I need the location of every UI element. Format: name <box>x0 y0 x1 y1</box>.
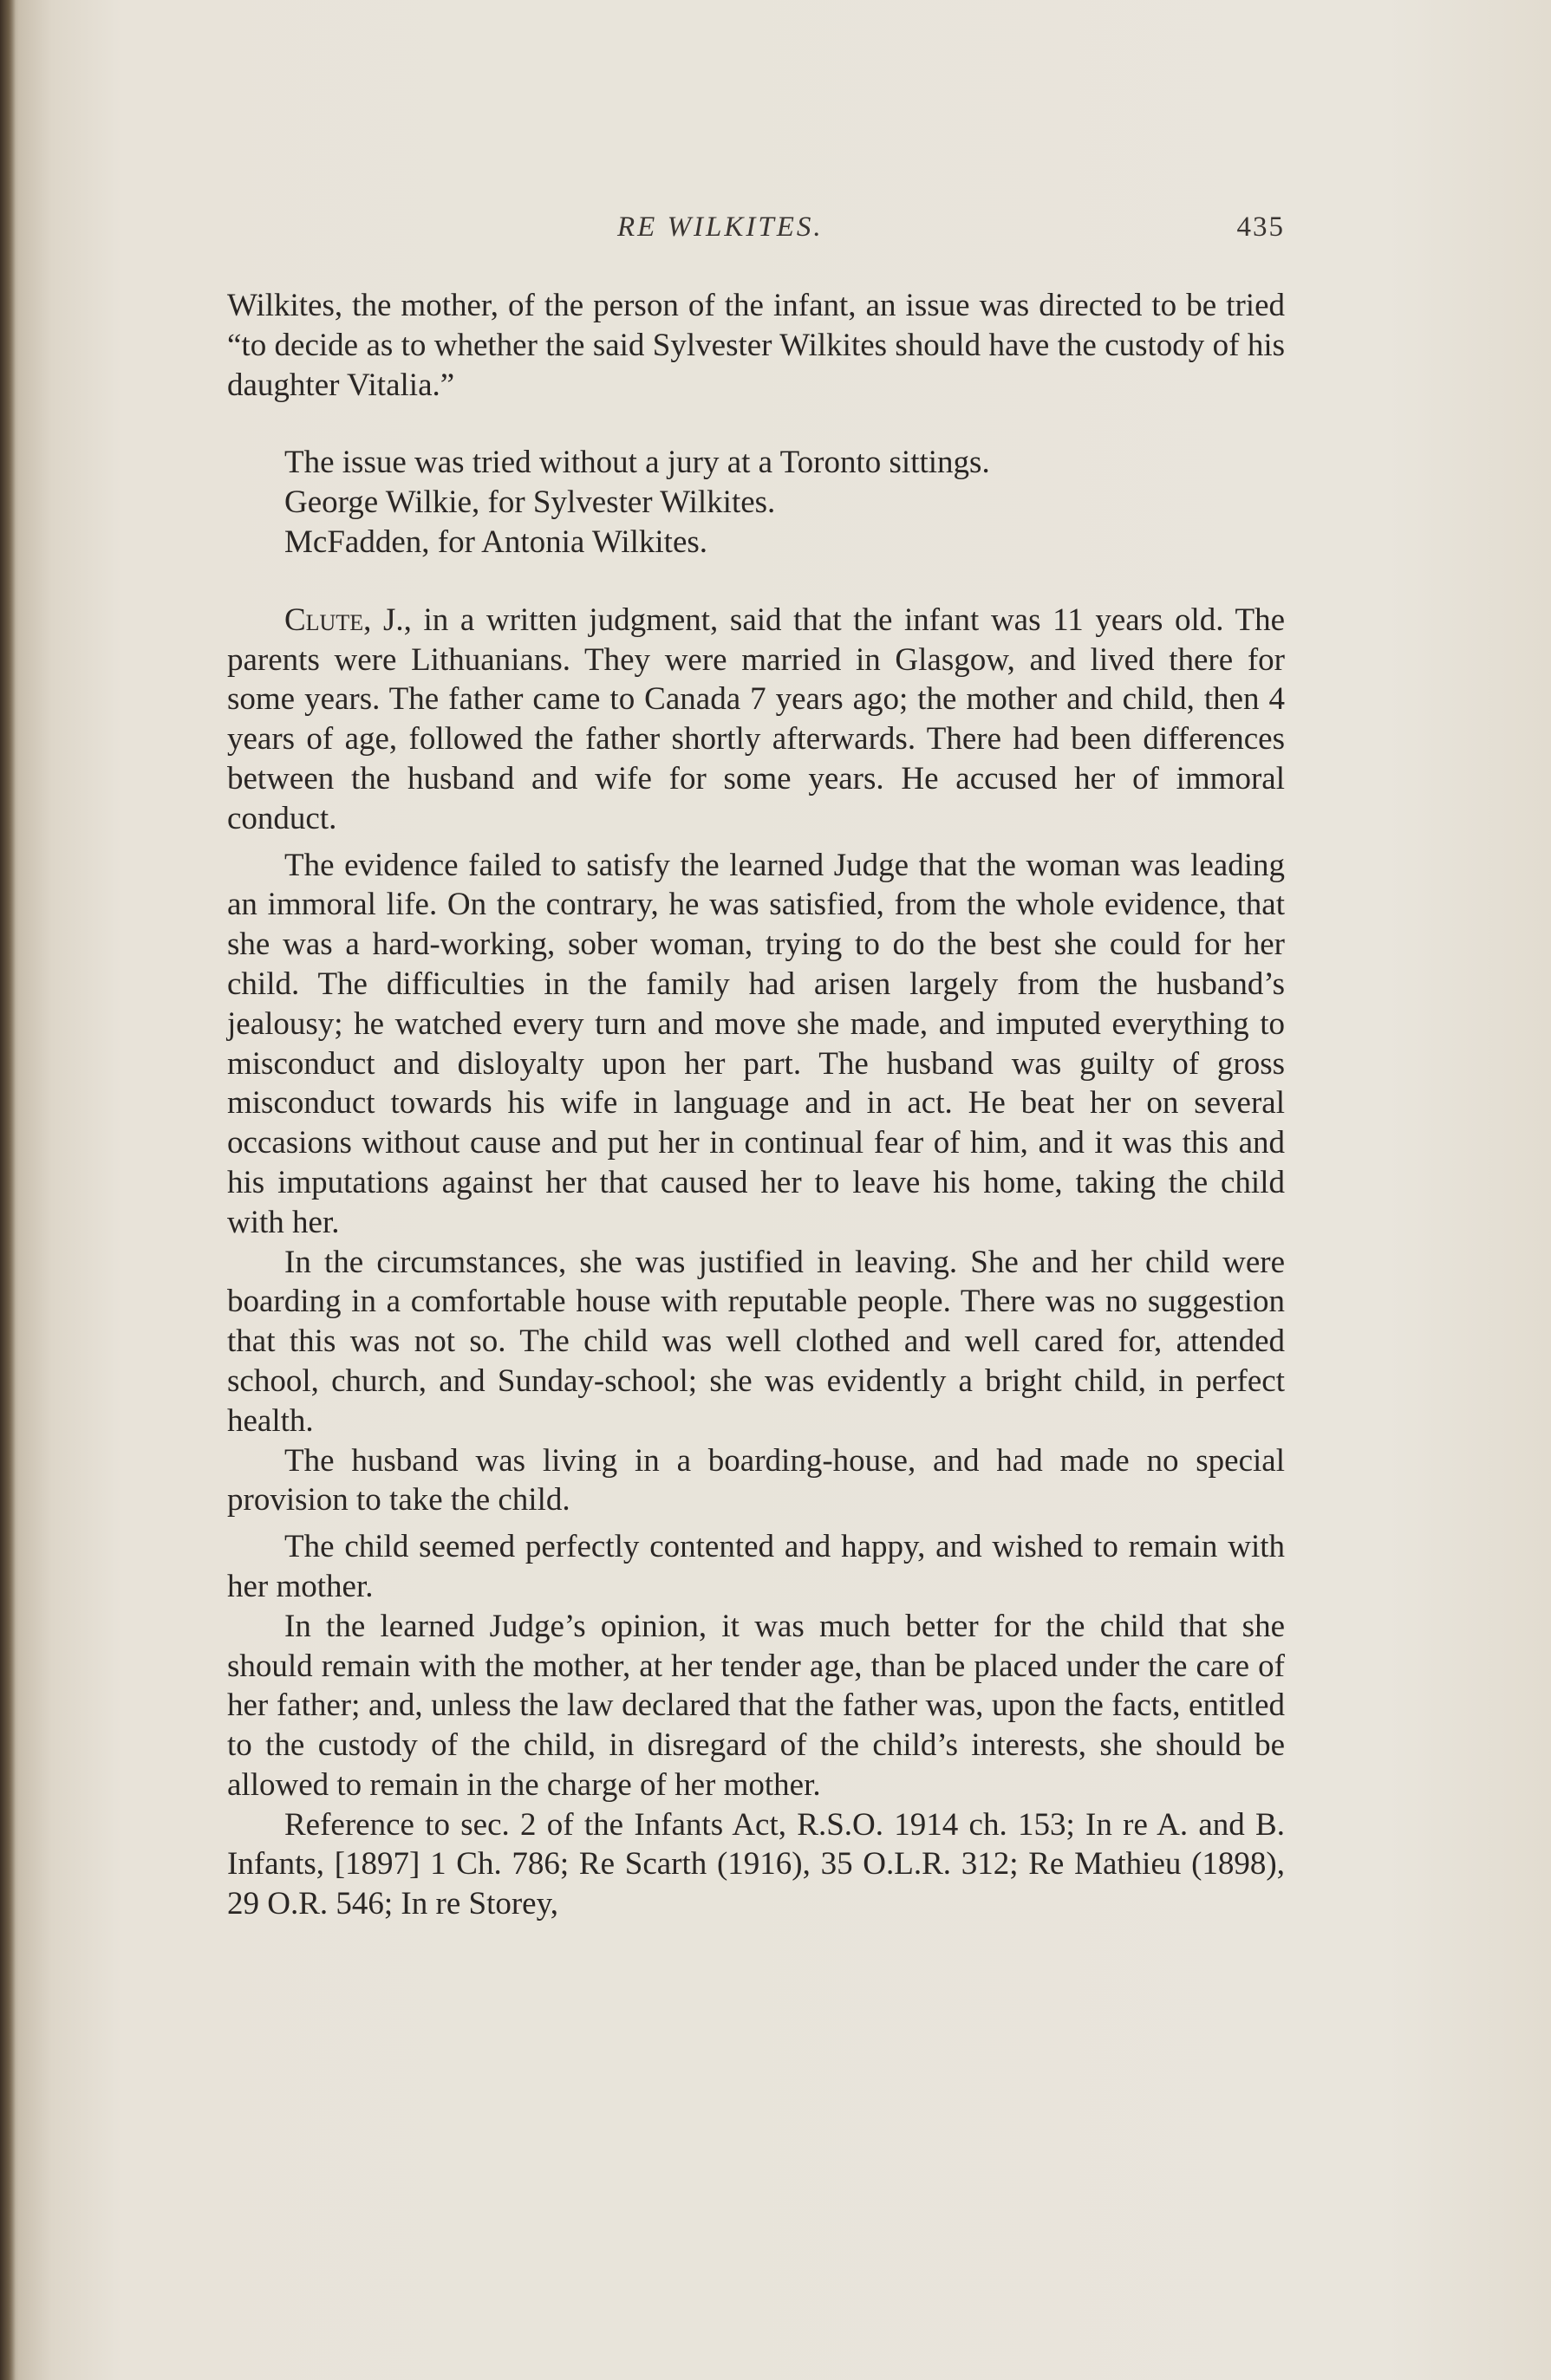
paragraph <box>227 601 1285 839</box>
paragraph-text: , in a written judgment, said that the infant was 11 years old. The parents were Lithuanians. They were married in Glasgow, and lived there for some years. The father came to Canada 7 years ago; the mother and child, then 4 years of age, followed the father shortly afterwards. There had been differences between the husband and wife for some years. He accused her of immoral conduct. <box>227 602 1285 836</box>
page-header <box>227 211 1285 255</box>
body-text <box>227 286 1285 1924</box>
paragraph: In the learned Judge’s opinion, it was much better for the child that she should remain with the mother, at her tender age, than be placed under the care of her father; and, unless the law declared that the father was, upon the facts, entitled to the custody of the child, in disregard of the child’s interests, she should be allowed to remain in the charge of her mother. <box>227 1608 1285 1803</box>
paragraph: In the circumstances, she was justified in leaving. She and her child were boarding in a comfortable house with reputable people. There was no suggestion that this was not so. The child was well clothed and well cared for, attended school, church, and Sunday-school; she was evidently a bright child, in perfect health. <box>227 1244 1285 1439</box>
paragraph: The child seemed perfectly contented and happy, and wished to remain with her mother. <box>227 1529 1285 1604</box>
book-spine-edge <box>0 0 16 2380</box>
paragraph: The husband was living in a boarding-house, and had made no special provision to take the child. <box>227 1442 1285 1518</box>
running-title: RE WILKITES. <box>617 211 824 243</box>
judge-name: Clute, J. <box>284 602 404 638</box>
paragraph: Wilkites, the mother, of the person of the infant, an issue was directed to be tried “to decide as to whether the said Sylvester Wilkites should have the custody of his daughter Vitalia.” <box>227 288 1285 403</box>
paragraph: The evidence failed to satisfy the learned Judge that the woman was leading an immoral life. On the contrary, he was satisfied, from the whole evidence, that she was a hard-working, sober woman, trying to do the best she could for her child. The difficulties in the family had arisen largely from the husband’s jealousy; he watched every turn and move she made, and imputed everything to misconduct and disloyalty upon her part. The husband was guilty of gross misconduct towards his wife in language and in act. He beat her on several occasions without cause and put her in continual fear of him, and it was this and his imputations against her that caused her to leave his home, taking the child with her. <box>227 847 1285 1240</box>
counsel-line: McFadden, for Antonia Wilkites. <box>284 523 708 560</box>
paragraph: The issue was tried without a jury at a Toronto sittings. <box>284 445 990 481</box>
counsel-line: George Wilkie, for Sylvester Wilkites. <box>284 484 776 521</box>
paragraph: Reference to sec. 2 of the Infants Act, R.S.O. 1914 ch. 153; In re A. and B. Infants, [1897] 1 Ch. 786; Re Scarth (1916), 35 O.L.R. 312; Re Mathieu (1898), 29 O.R. 546; In re Storey, <box>227 1806 1285 1922</box>
page-number: 435 <box>1236 211 1285 243</box>
